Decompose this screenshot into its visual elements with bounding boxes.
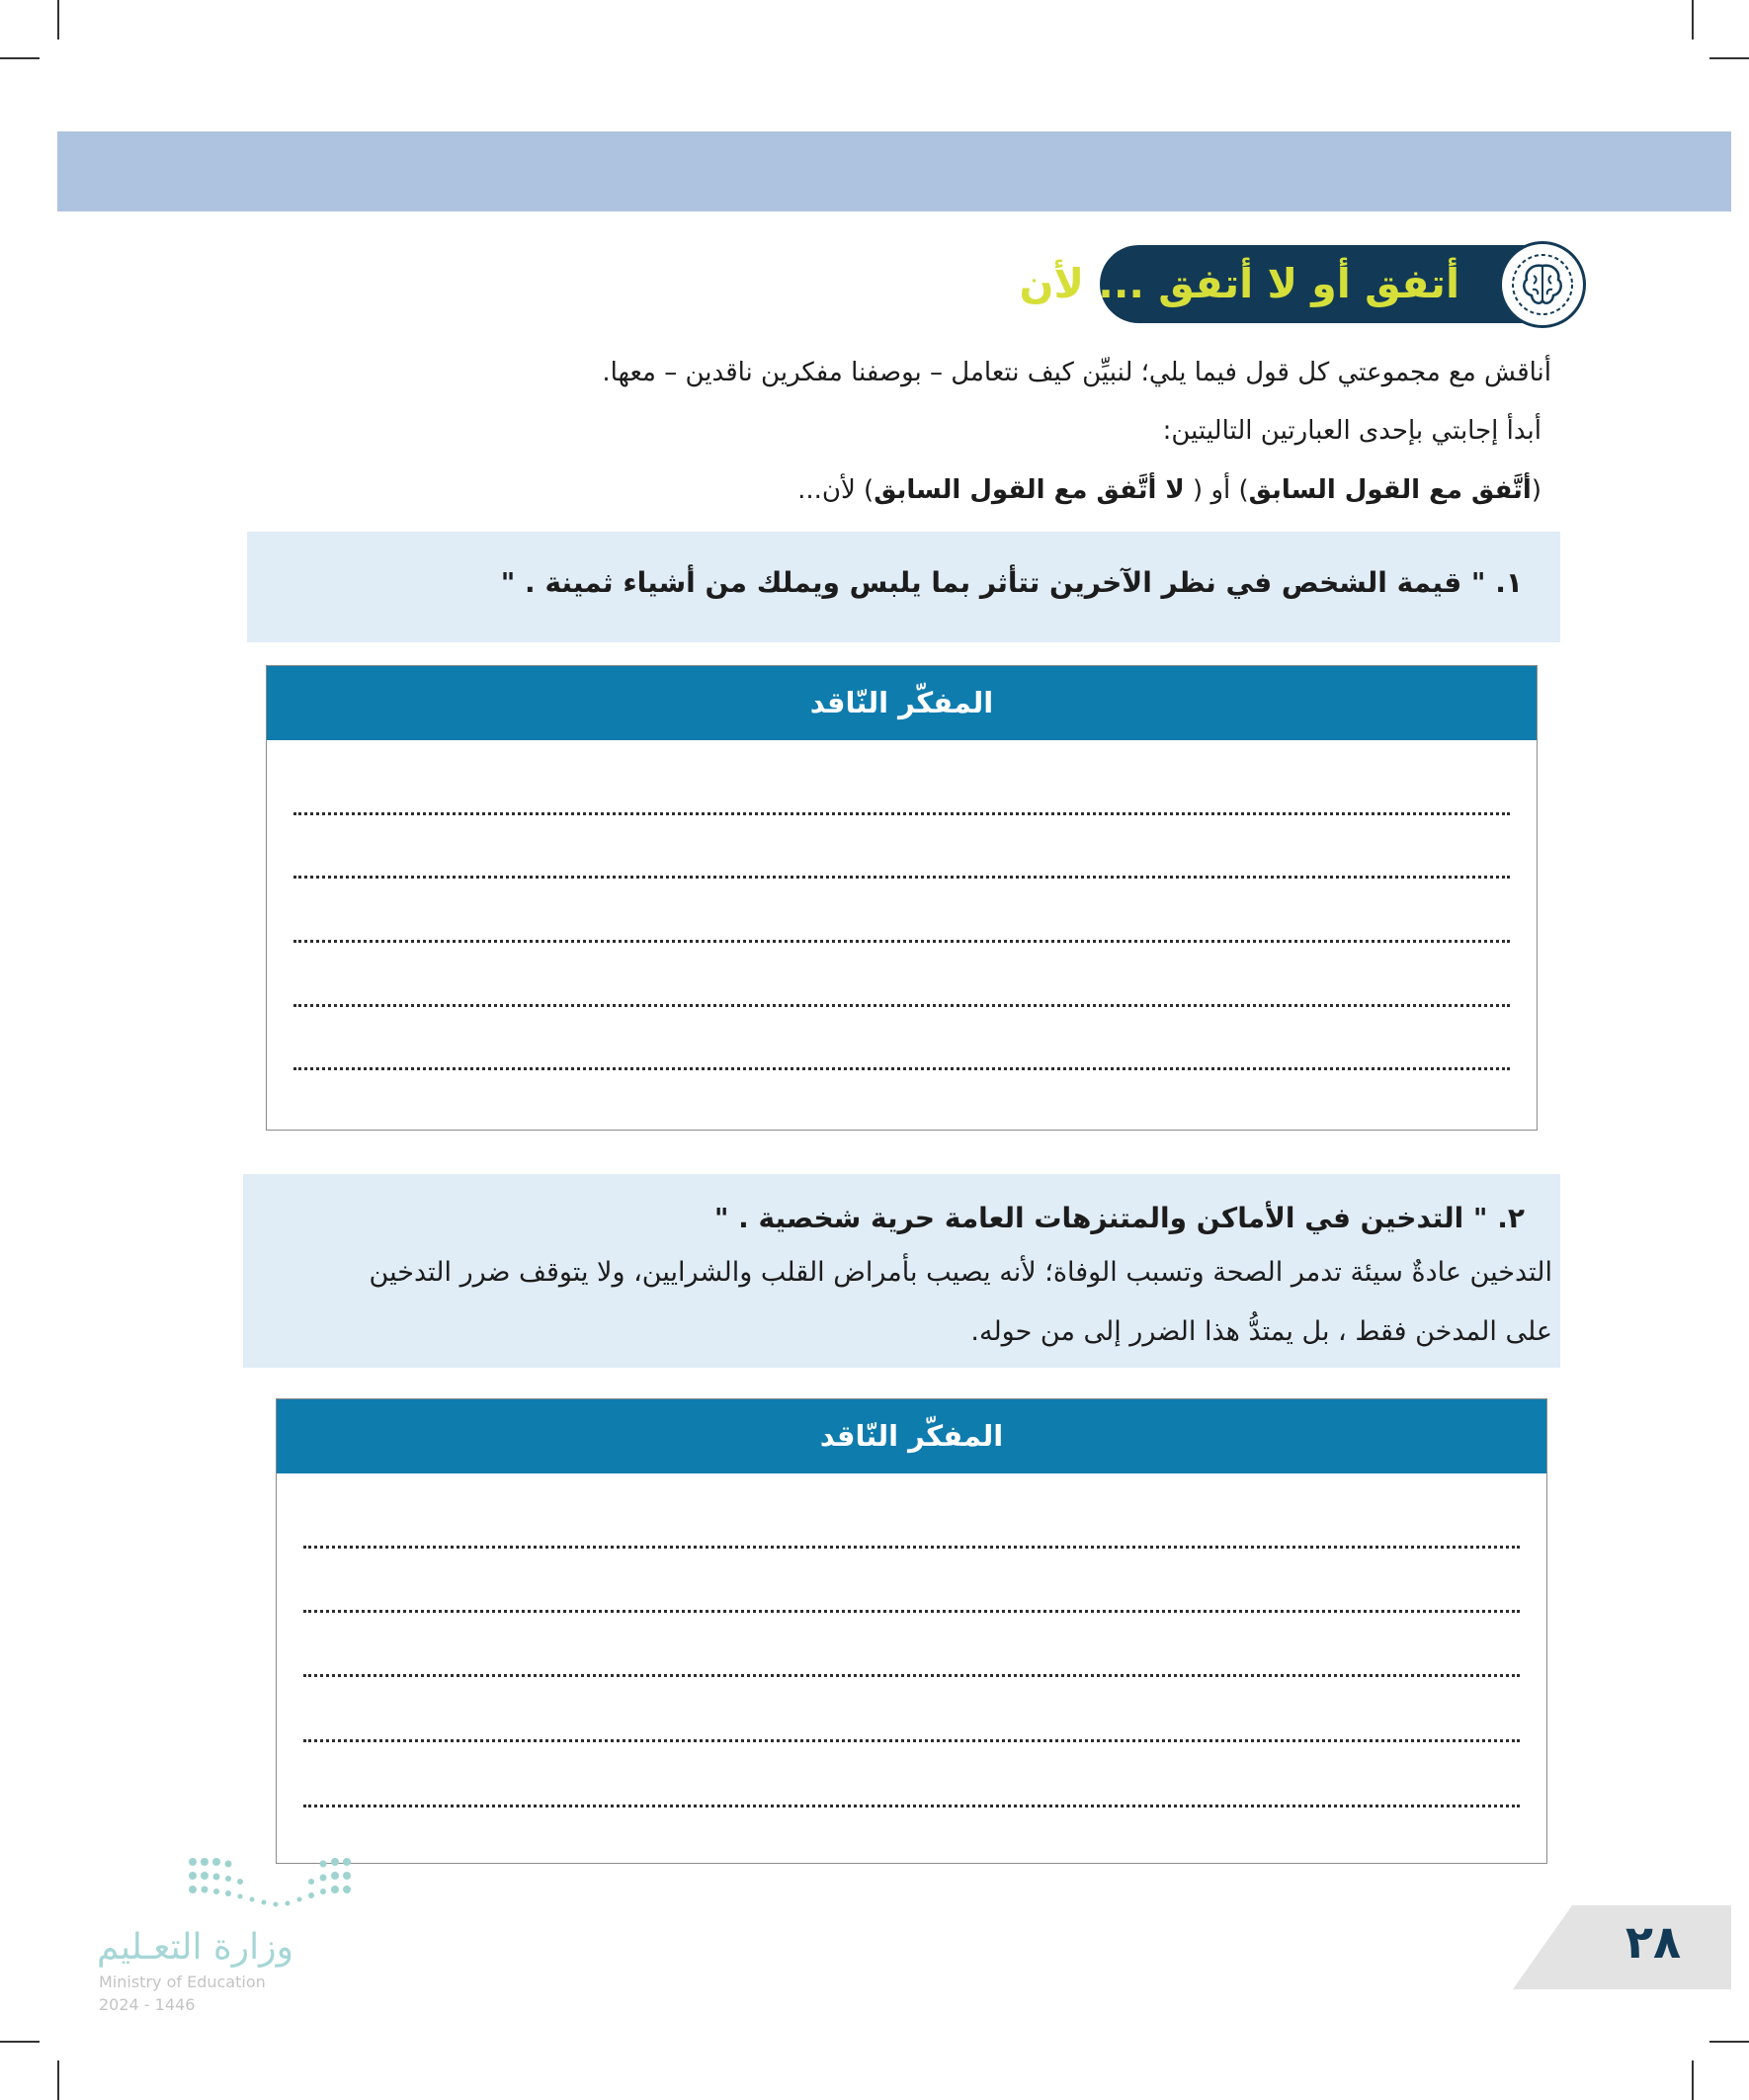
instruction-line-3	[797, 475, 1541, 505]
crop-mark	[1709, 57, 1749, 59]
ministry-logo	[94, 1850, 371, 2018]
agree-phrase: أتَّفق مع القول السابق	[1248, 475, 1532, 505]
crop-mark	[1692, 2060, 1694, 2100]
question-2-body-line-1: التدخين عادةٌ سيئة تدمر الصحة وتسبب الوفاة؛ لأنه يصيب بأمراض القلب والشرايين، ولا يتوقف ضرر التدخين	[369, 1257, 1552, 1288]
header-band	[57, 131, 1731, 211]
instruction-line-2: أبدأ إجابتي بإحدى العبارتين التاليتين:	[1162, 416, 1541, 446]
question-1-quote: " قيمة الشخص في نظر الآخرين تتأثر بما يلبس ويملك من أشياء ثمينة . "	[500, 566, 1486, 599]
answer-panel-2	[276, 1398, 1547, 1864]
question-1-text	[501, 566, 1523, 599]
answer-line[interactable]	[293, 940, 1510, 943]
crop-mark	[1692, 0, 1694, 40]
answer-line[interactable]	[303, 1674, 1520, 1677]
answer-line[interactable]	[293, 1067, 1510, 1070]
answer-panel-1-header: المفكّر النّاقد	[267, 666, 1537, 740]
paren: (	[1531, 475, 1541, 505]
section-title	[1019, 245, 1527, 323]
question-2-box	[243, 1174, 1560, 1368]
answer-line[interactable]	[303, 1610, 1520, 1613]
section-title-text: أتفق أو لا أتفق ... لأن	[1019, 260, 1459, 307]
ministry-name-en: Ministry of Education	[99, 1973, 266, 1991]
question-2-number: ٢.	[1497, 1202, 1525, 1234]
ministry-name-ar: وزارة التعـليم	[97, 1927, 293, 1968]
page-number-tab	[1513, 1905, 1731, 1989]
answer-line[interactable]	[303, 1739, 1520, 1742]
question-2-text	[714, 1202, 1525, 1234]
question-1-box	[247, 532, 1560, 642]
answer-line[interactable]	[303, 1546, 1520, 1549]
ministry-logo-dots	[183, 1850, 440, 1919]
answer-line[interactable]	[293, 1004, 1510, 1007]
because-suffix: ) لأن...	[797, 475, 874, 505]
crop-mark	[0, 2041, 40, 2043]
question-2-quote: " التدخين في الأماكن والمتنزهات العامة حرية شخصية . "	[713, 1202, 1488, 1234]
brain-icon	[1499, 241, 1586, 328]
question-1-number: ١.	[1495, 566, 1523, 599]
page-number: ٢٨	[1624, 1915, 1682, 1969]
crop-mark	[0, 57, 40, 59]
edition-year: 2024 - 1446	[99, 1995, 196, 2014]
answer-panel-1	[266, 665, 1538, 1131]
crop-mark	[57, 0, 59, 40]
or-connector: ) أو (	[1184, 475, 1249, 505]
disagree-phrase: لا أتَّفق مع القول السابق	[874, 475, 1185, 505]
question-2-body-line-2: على المدخن فقط ، بل يمتدُّ هذا الضرر إلى من حوله.	[970, 1316, 1552, 1347]
crop-mark	[1709, 2041, 1749, 2043]
answer-line[interactable]	[293, 812, 1510, 815]
answer-line[interactable]	[293, 876, 1510, 879]
answer-panel-2-header: المفكّر النّاقد	[277, 1399, 1546, 1473]
crop-mark	[57, 2060, 59, 2100]
instruction-line-1: أناقش مع مجموعتي كل قول فيما يلي؛ لنبيِّن كيف نتعامل – بوصفنا مفكرين ناقدين – معها.	[602, 358, 1551, 387]
answer-line[interactable]	[303, 1805, 1520, 1807]
